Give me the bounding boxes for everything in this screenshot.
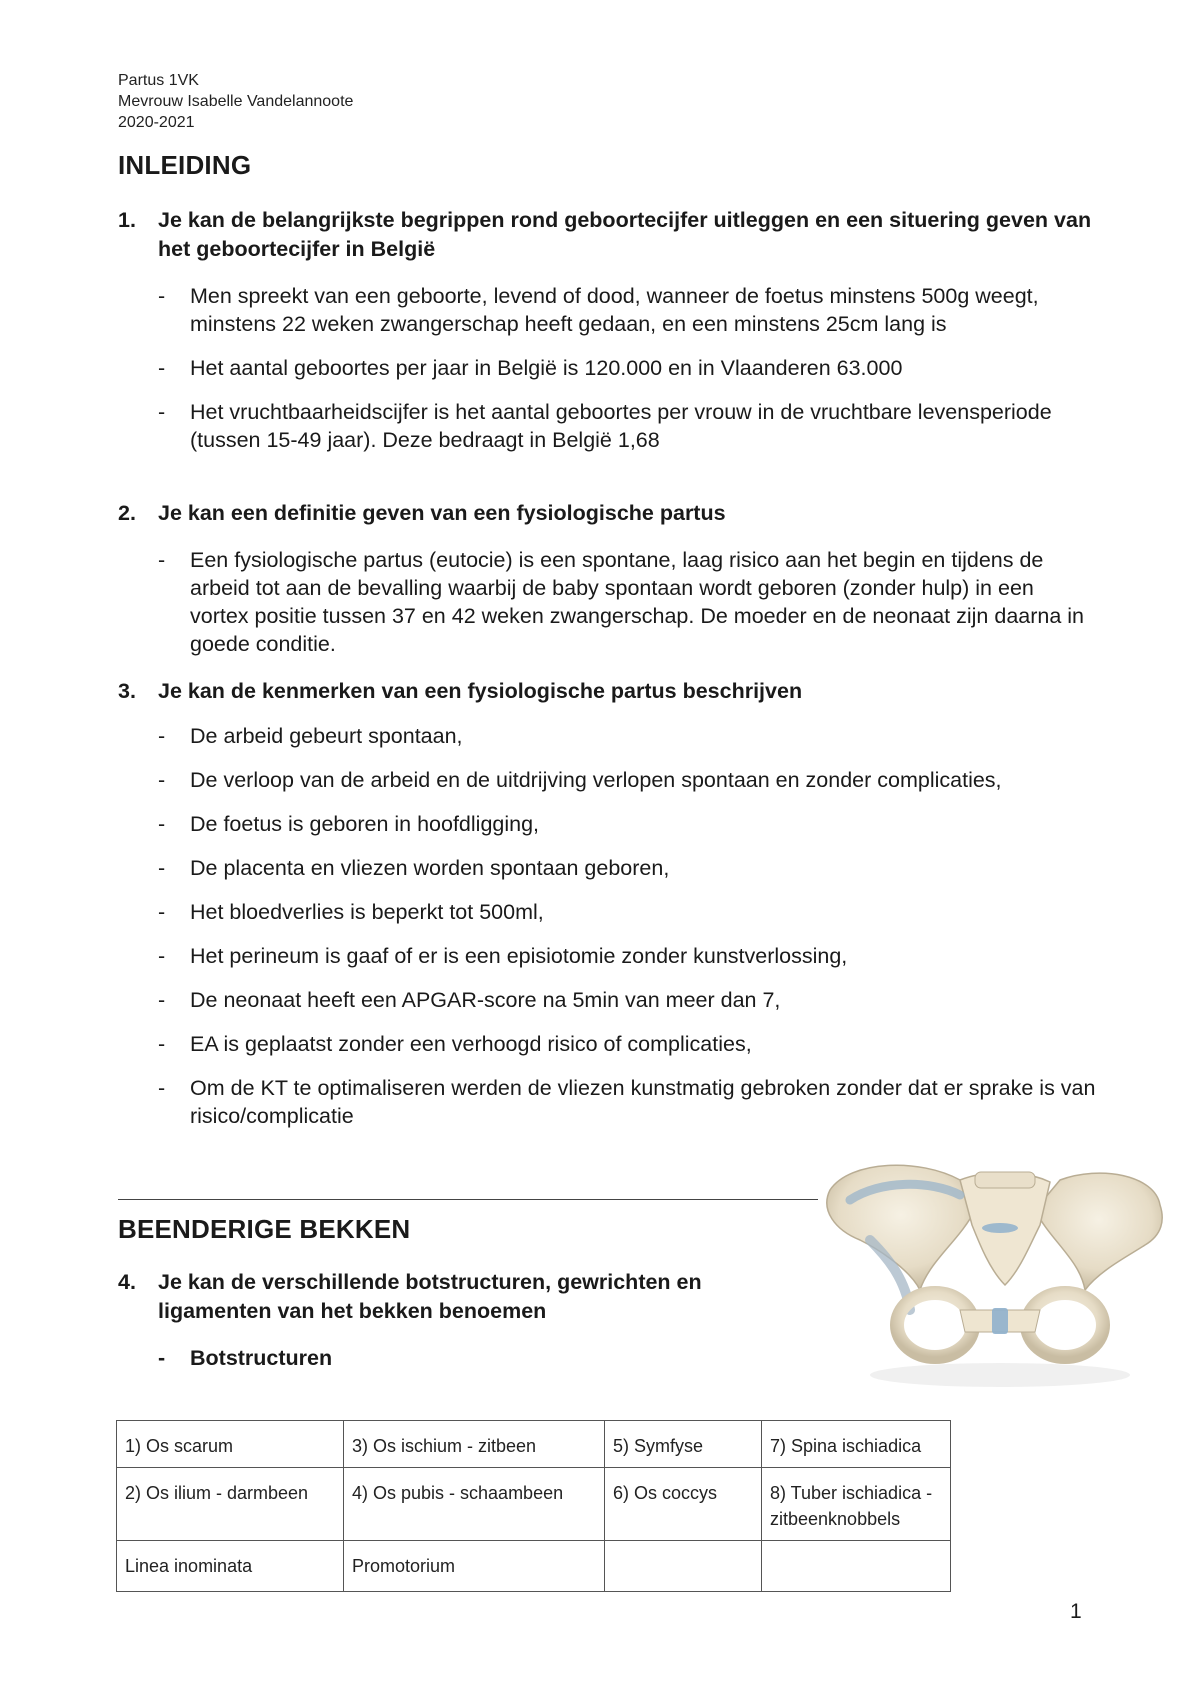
objective-4 xyxy=(118,1268,798,1326)
list-item: - De placenta en vliezen worden spontaan geboren, xyxy=(158,856,670,880)
table-row xyxy=(117,1541,951,1592)
list-item: - Het perineum is gaaf of er is een episiotomie zonder kunstverlossing, xyxy=(158,944,848,968)
objective-3 xyxy=(118,677,1098,706)
document-header xyxy=(118,70,353,133)
section-title-beenderige-bekken: BEENDERIGE BEKKEN xyxy=(118,1214,411,1244)
objective-number: 4. xyxy=(118,1270,136,1294)
table-row xyxy=(117,1421,951,1468)
objective-2-bullets xyxy=(158,546,1098,658)
list-item: - De neonaat heeft een APGAR-score na 5min van meer dan 7, xyxy=(158,988,781,1012)
school-year: 2020-2021 xyxy=(118,114,195,131)
objective-1 xyxy=(118,206,1098,264)
table-cell: 8) Tuber ischiadica - zitbeenknobbels xyxy=(762,1468,951,1541)
teacher-name: Mevrouw Isabelle Vandelannoote xyxy=(118,93,354,110)
list-item: - Het vruchtbaarheidscijfer is het aantal geboortes per vrouw in de vruchtbare levensperiode (tussen 15-49 jaar). Deze bedraagt in België 1,68 xyxy=(158,400,1052,452)
objective-text: Je kan een definitie geven van een fysiologische partus xyxy=(158,501,726,525)
list-item: - Om de KT te optimaliseren werden de vliezen kunstmatig gebroken zonder dat er sprake is van risico/complicatie xyxy=(158,1076,1096,1128)
table-cell: 4) Os pubis - schaambeen xyxy=(344,1468,605,1541)
section-title-inleiding: INLEIDING xyxy=(118,150,252,180)
objective-text: Je kan de belangrijkste begrippen rond geboortecijfer uitleggen en een situering geven van het geboortecijfer in België xyxy=(158,208,1092,261)
list-item: - De verloop van de arbeid en de uitdrijving verlopen spontaan en zonder complicaties, xyxy=(158,768,1002,792)
table-cell: 1) Os scarum xyxy=(117,1421,344,1468)
objective-4-bullets xyxy=(158,1344,1098,1372)
table-cell: 6) Os coccys xyxy=(605,1468,762,1541)
objective-number: 1. xyxy=(118,208,136,232)
objective-number: 2. xyxy=(118,501,136,525)
table-cell xyxy=(762,1541,951,1592)
table-cell: 5) Symfyse xyxy=(605,1421,762,1468)
page-number: 1 xyxy=(1070,1600,1082,1623)
bone-structures-table xyxy=(116,1420,951,1592)
table-row xyxy=(117,1468,951,1541)
table-cell: 2) Os ilium - darmbeen xyxy=(117,1468,344,1541)
list-item: - De foetus is geboren in hoofdligging, xyxy=(158,812,540,836)
objective-3-bullets xyxy=(158,722,1098,1130)
horizontal-divider xyxy=(118,1199,818,1200)
list-item: - Een fysiologische partus (eutocie) is een spontane, laag risico aan het begin en tijdens de arbeid tot aan de bevalling waarbij de baby spontaan wordt geboren (zonder hulp) in een vortex positie tussen 37 en 42 weken zwangerschap. De moeder en de neonaat zijn daarna in goede conditie. xyxy=(158,548,1085,656)
table-cell: Promotorium xyxy=(344,1541,605,1592)
list-item: - Men spreekt van een geboorte, levend of dood, wanneer de foetus minstens 500g weegt, minstens 22 weken zwangerschap heeft gedaan, en een minstens 25cm lang is xyxy=(158,284,1039,336)
table-cell: 3) Os ischium - zitbeen xyxy=(344,1421,605,1468)
objective-2 xyxy=(118,499,1098,528)
list-item: - EA is geplaatst zonder een verhoogd risico of complicaties, xyxy=(158,1032,752,1056)
list-item: - Het bloedverlies is beperkt tot 500ml, xyxy=(158,900,544,924)
objective-number: 3. xyxy=(118,679,136,703)
course-name: Partus 1VK xyxy=(118,72,199,89)
table-cell xyxy=(605,1541,762,1592)
list-item: - Botstructuren xyxy=(158,1346,333,1370)
objective-text: Je kan de kenmerken van een fysiologische partus beschrijven xyxy=(158,679,803,703)
table-cell: 7) Spina ischiadica xyxy=(762,1421,951,1468)
objective-text: Je kan de verschillende botstructuren, gewrichten en ligamenten van het bekken benoemen xyxy=(158,1270,702,1323)
list-item: - Het aantal geboortes per jaar in België is 120.000 en in Vlaanderen 63.000 xyxy=(158,356,903,380)
list-item: - De arbeid gebeurt spontaan, xyxy=(158,724,463,748)
table-cell: Linea inominata xyxy=(117,1541,344,1592)
objective-1-bullets xyxy=(158,282,1098,454)
